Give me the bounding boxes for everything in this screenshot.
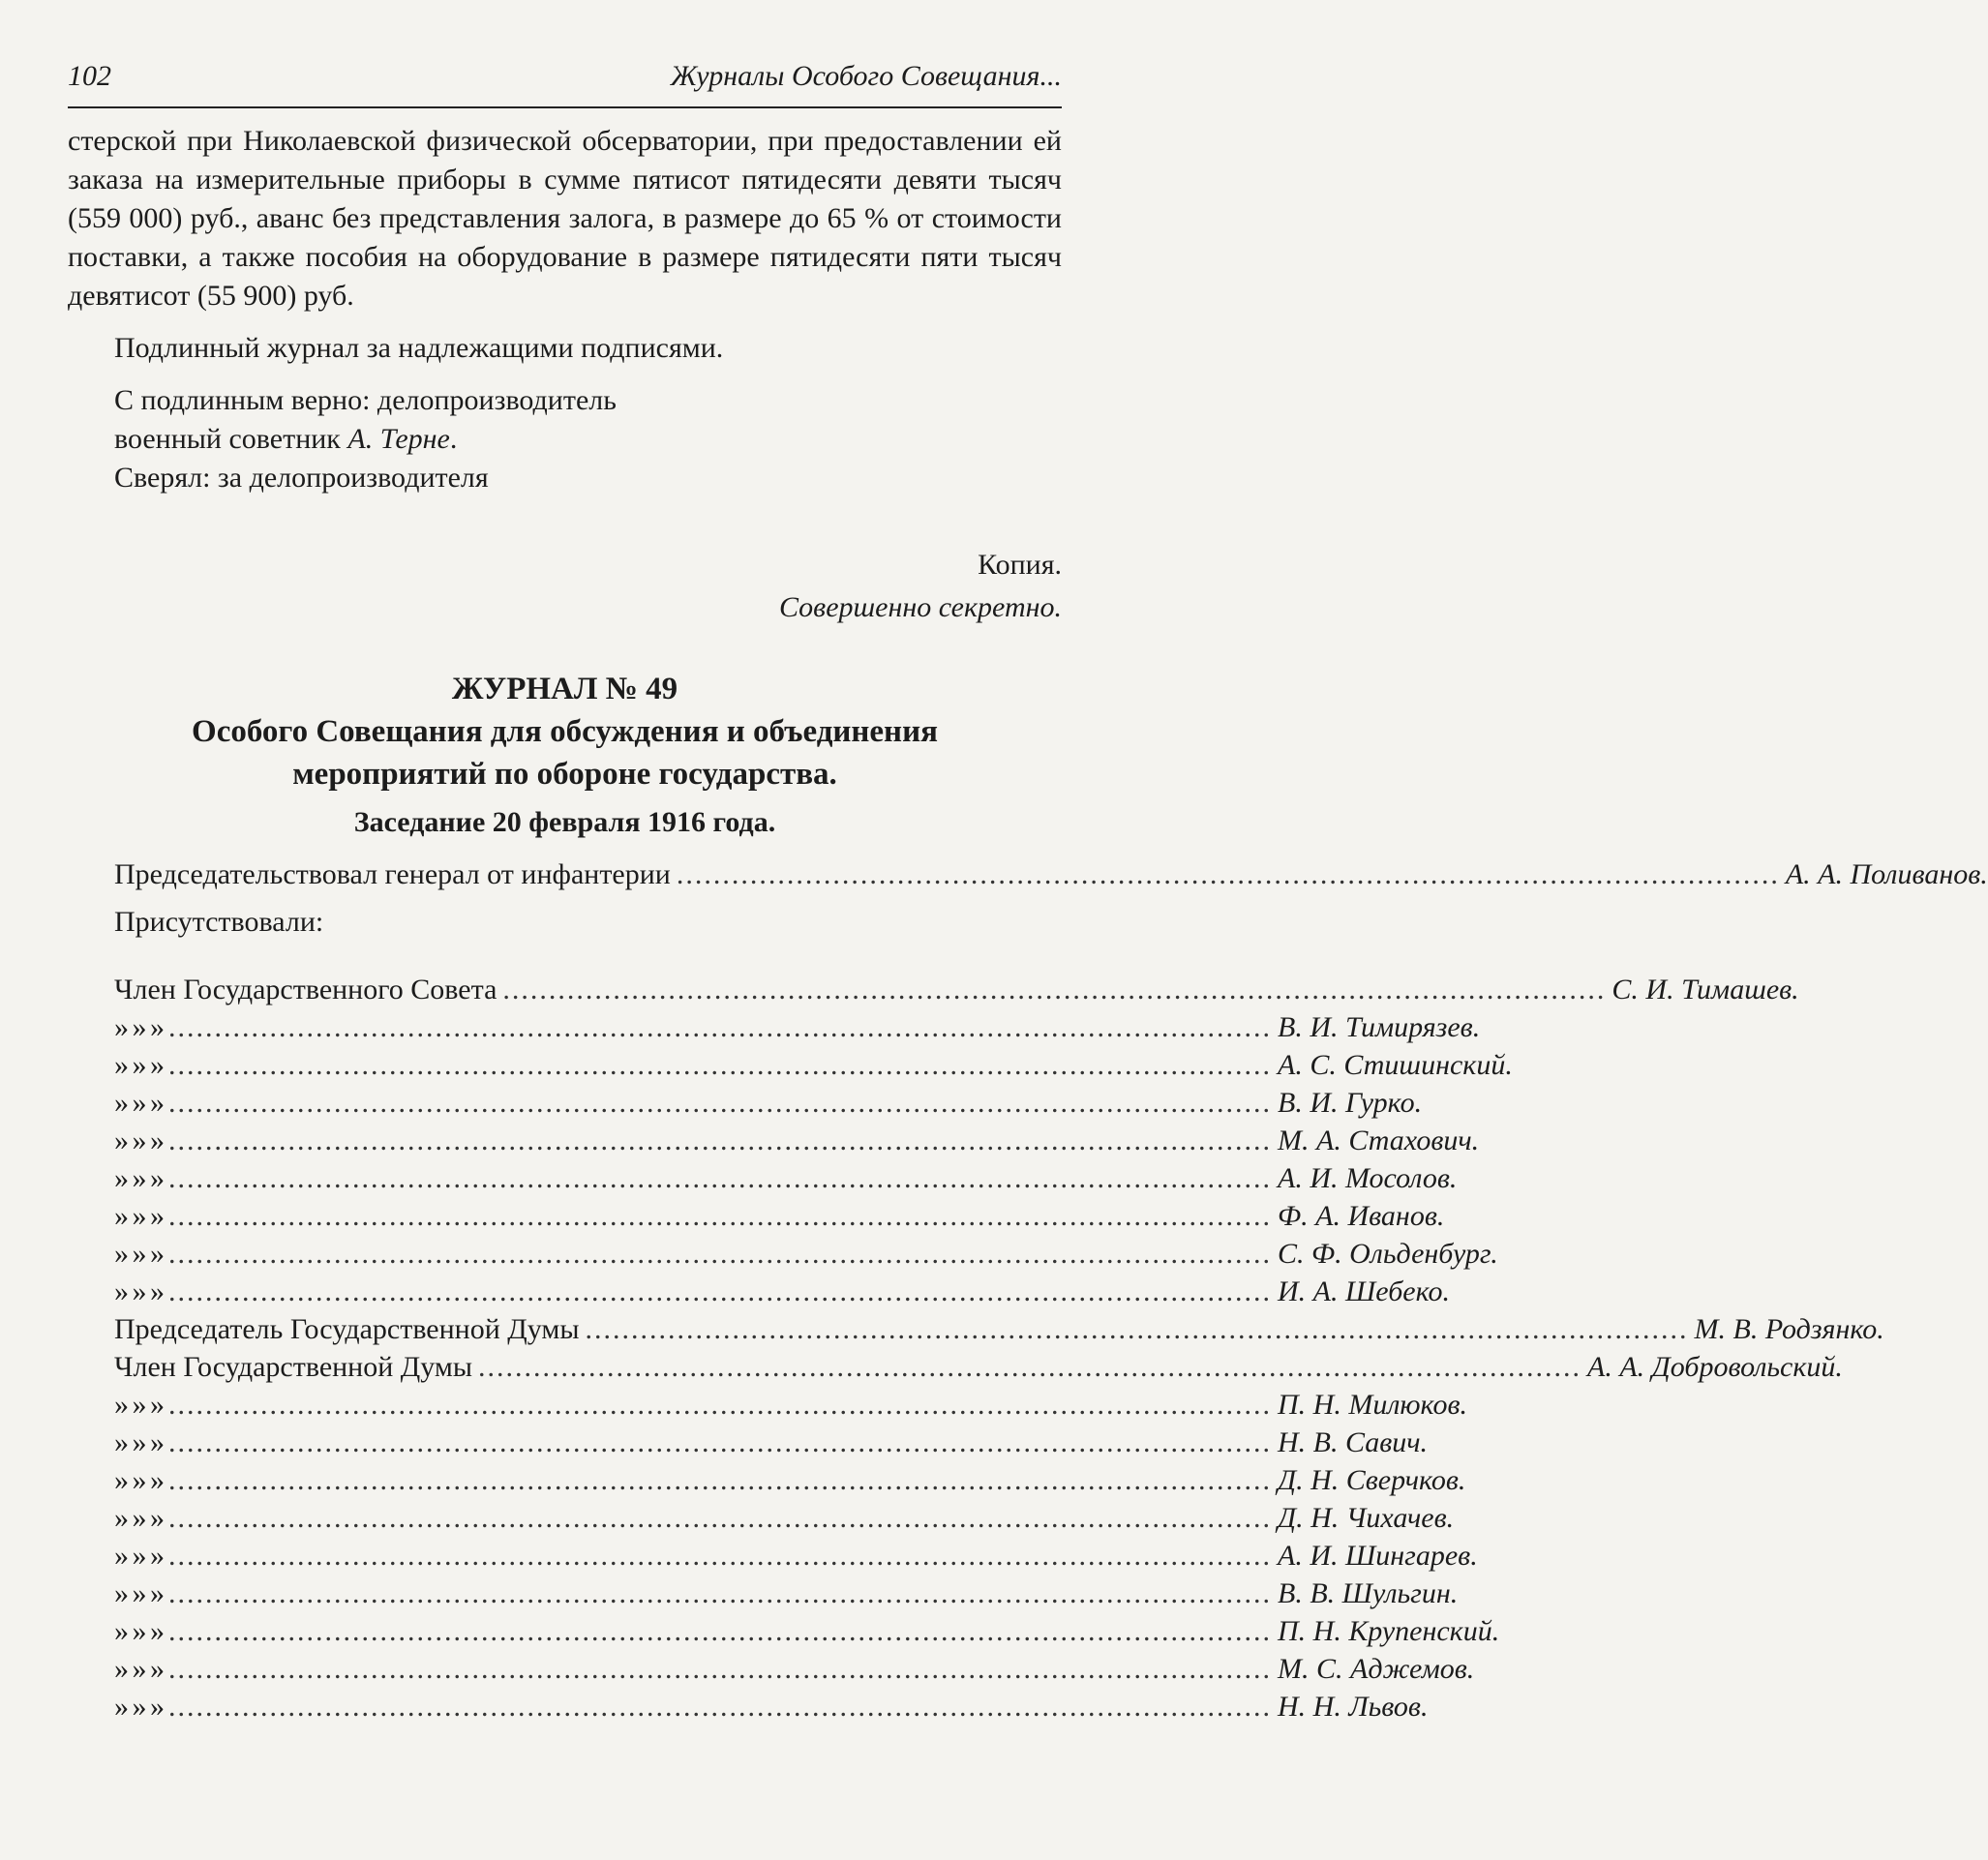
chair-row xyxy=(68,855,1988,893)
copy-label: Копия. xyxy=(978,549,1062,581)
attendee-row xyxy=(68,1424,1429,1461)
ditto-marks: » » » xyxy=(114,1615,163,1647)
attendee-name: М. С. Аджемов. xyxy=(1278,1653,1475,1685)
secretary-name: А. Терне xyxy=(347,423,450,455)
attendee-row xyxy=(68,1537,1478,1575)
leader-dots: ........................................................................................................................ xyxy=(168,1502,1272,1534)
leader-dots: ........................................................................................................................ xyxy=(502,974,1607,1005)
attendee-list xyxy=(68,971,1884,1725)
ditto-marks: » » » xyxy=(114,1502,163,1534)
attendee-row xyxy=(68,971,1799,1008)
journal-subtitle-line-1: Особого Совещания для обсуждения и объединения xyxy=(192,714,938,749)
running-head xyxy=(68,60,1062,93)
checked-line: Сверял: за делопроизводителя xyxy=(114,462,489,494)
leader-dots: ........................................................................................................................ xyxy=(168,1162,1272,1194)
leader-dots: ........................................................................................................................ xyxy=(168,1653,1272,1685)
attendee-row xyxy=(68,1386,1467,1424)
leader-dots: ........................................................................................................................ xyxy=(168,1200,1272,1232)
running-title: Журналы Особого Совещания... xyxy=(670,60,1062,92)
certified-line-2 xyxy=(68,420,1062,459)
attendee-label: Председатель Государственной Думы xyxy=(114,1313,580,1345)
attendee-row xyxy=(68,1273,1450,1310)
leader-dots: ........................................................................................................................ xyxy=(168,1691,1272,1723)
attendee-name: В. В. Шульгин. xyxy=(1278,1577,1459,1609)
page-content xyxy=(68,122,1988,1725)
attendee-name: В. И. Гурко. xyxy=(1278,1087,1423,1119)
leader-dots: ........................................................................................................................ xyxy=(168,1615,1272,1647)
attendee-name: С. Ф. Ольденбург. xyxy=(1278,1238,1498,1270)
attendee-row xyxy=(68,1461,1466,1499)
leader-dots: ........................................................................................................................ xyxy=(168,1426,1272,1458)
attendee-name: П. Н. Крупенский. xyxy=(1278,1615,1500,1647)
chair-name: А. А. Поливанов. xyxy=(1785,858,1988,890)
leader-dots: ........................................................................................................................ xyxy=(585,1313,1689,1345)
ditto-marks: » » » xyxy=(114,1540,163,1572)
ditto-marks: » » » xyxy=(114,1200,163,1232)
leader-dots: ........................................................................................................................ xyxy=(168,1087,1272,1119)
certified-line-1: С подлинным верно: делопроизводитель xyxy=(114,384,617,416)
session-date: Заседание 20 февраля 1916 года. xyxy=(353,806,776,838)
chair-label: Председательствовал генерал от инфантерии xyxy=(114,858,671,890)
ditto-marks: » » » xyxy=(114,1275,163,1307)
attendee-row xyxy=(68,1575,1459,1612)
attendee-name: М. А. Стахович. xyxy=(1278,1125,1480,1156)
ditto-marks: » » » xyxy=(114,1011,163,1043)
attendee-row xyxy=(68,1348,1843,1386)
attendee-label: Член Государственной Думы xyxy=(114,1351,473,1383)
ditto-marks: » » » xyxy=(114,1087,163,1119)
header-rule xyxy=(68,106,1062,108)
attendee-name: А. И. Мосолов. xyxy=(1278,1162,1458,1194)
leader-dots: ........................................................................................................................ xyxy=(168,1125,1272,1156)
leader-dots: ........................................................................................................................ xyxy=(168,1577,1272,1609)
signatures-note: Подлинный журнал за надлежащими подписями. xyxy=(114,332,724,364)
attendee-row xyxy=(68,1235,1498,1273)
secrecy-label: Совершенно секретно. xyxy=(778,591,1062,623)
attendee-name: Ф. А. Иванов. xyxy=(1278,1200,1445,1232)
leader-dots: ........................................................................................................................ xyxy=(478,1351,1582,1383)
attendee-row xyxy=(68,1159,1458,1197)
attendee-name: А. С. Стишинский. xyxy=(1278,1049,1513,1081)
attendee-row xyxy=(68,1122,1480,1159)
leader-dots: ........................................................................................................................ xyxy=(168,1049,1272,1081)
ditto-marks: » » » xyxy=(114,1653,163,1685)
ditto-marks: » » » xyxy=(114,1162,163,1194)
attendee-row xyxy=(68,1197,1445,1235)
journal-subtitle-line-2: мероприятий по обороне государства. xyxy=(292,757,837,792)
ditto-marks: » » » xyxy=(114,1691,163,1723)
attendee-row xyxy=(68,1499,1455,1537)
leader-dots: ........................................................................................................................ xyxy=(676,858,1780,890)
present-label: Присутствовали: xyxy=(114,906,324,938)
ditto-marks: » » » xyxy=(114,1125,163,1156)
journal-title: ЖУРНАЛ № 49 xyxy=(451,672,678,706)
attendee-name: Д. Н. Сверчков. xyxy=(1278,1464,1466,1496)
attendee-name: А. И. Шингарев. xyxy=(1278,1540,1478,1572)
ditto-marks: » » » xyxy=(114,1238,163,1270)
attendee-row xyxy=(68,1310,1884,1348)
attendee-name: Д. Н. Чихачев. xyxy=(1278,1502,1455,1534)
leader-dots: ........................................................................................................................ xyxy=(168,1275,1272,1307)
leader-dots: ........................................................................................................................ xyxy=(168,1011,1272,1043)
ditto-marks: » » » xyxy=(114,1426,163,1458)
attendee-name: Н. В. Савич. xyxy=(1278,1426,1429,1458)
certified-suffix: . xyxy=(449,423,458,455)
attendee-name: А. А. Добровольский. xyxy=(1587,1351,1843,1383)
attendee-row xyxy=(68,1046,1513,1084)
attendee-name: П. Н. Милюков. xyxy=(1278,1389,1467,1421)
page-number: 102 xyxy=(68,60,111,92)
ditto-marks: » » » xyxy=(114,1389,163,1421)
certified-prefix: военный советник xyxy=(114,423,348,455)
ditto-marks: » » » xyxy=(114,1464,163,1496)
attendee-row xyxy=(68,1688,1429,1725)
ditto-marks: » » » xyxy=(114,1049,163,1081)
attendee-name: М. В. Родзянко. xyxy=(1694,1313,1884,1345)
attendee-row xyxy=(68,1008,1481,1046)
attendee-name: С. И. Тимашев. xyxy=(1611,974,1799,1005)
continued-paragraph: стерской при Николаевской физической обсерватории, при предоставлении ей заказа на измерительные приборы в сумме пятисот пятидесяти девяти тысяч (559 000) руб., аванс без представления залога, в размере до 65 % от стоимости поставки, а также пособия на оборудование в размере пятидесяти пяти тысяч девятисот (55 900) руб. xyxy=(68,125,1062,312)
attendee-name: Н. Н. Львов. xyxy=(1278,1691,1429,1723)
ditto-marks: » » » xyxy=(114,1577,163,1609)
attendee-label: Член Государственного Совета xyxy=(114,974,497,1005)
leader-dots: ........................................................................................................................ xyxy=(168,1540,1272,1572)
leader-dots: ........................................................................................................................ xyxy=(168,1389,1272,1421)
attendee-row xyxy=(68,1084,1423,1122)
attendee-row xyxy=(68,1650,1475,1688)
attendee-row xyxy=(68,1612,1500,1650)
leader-dots: ........................................................................................................................ xyxy=(168,1238,1272,1270)
attendee-name: И. А. Шебеко. xyxy=(1278,1275,1450,1307)
attendee-name: В. И. Тимирязев. xyxy=(1278,1011,1481,1043)
leader-dots: ........................................................................................................................ xyxy=(168,1464,1272,1496)
